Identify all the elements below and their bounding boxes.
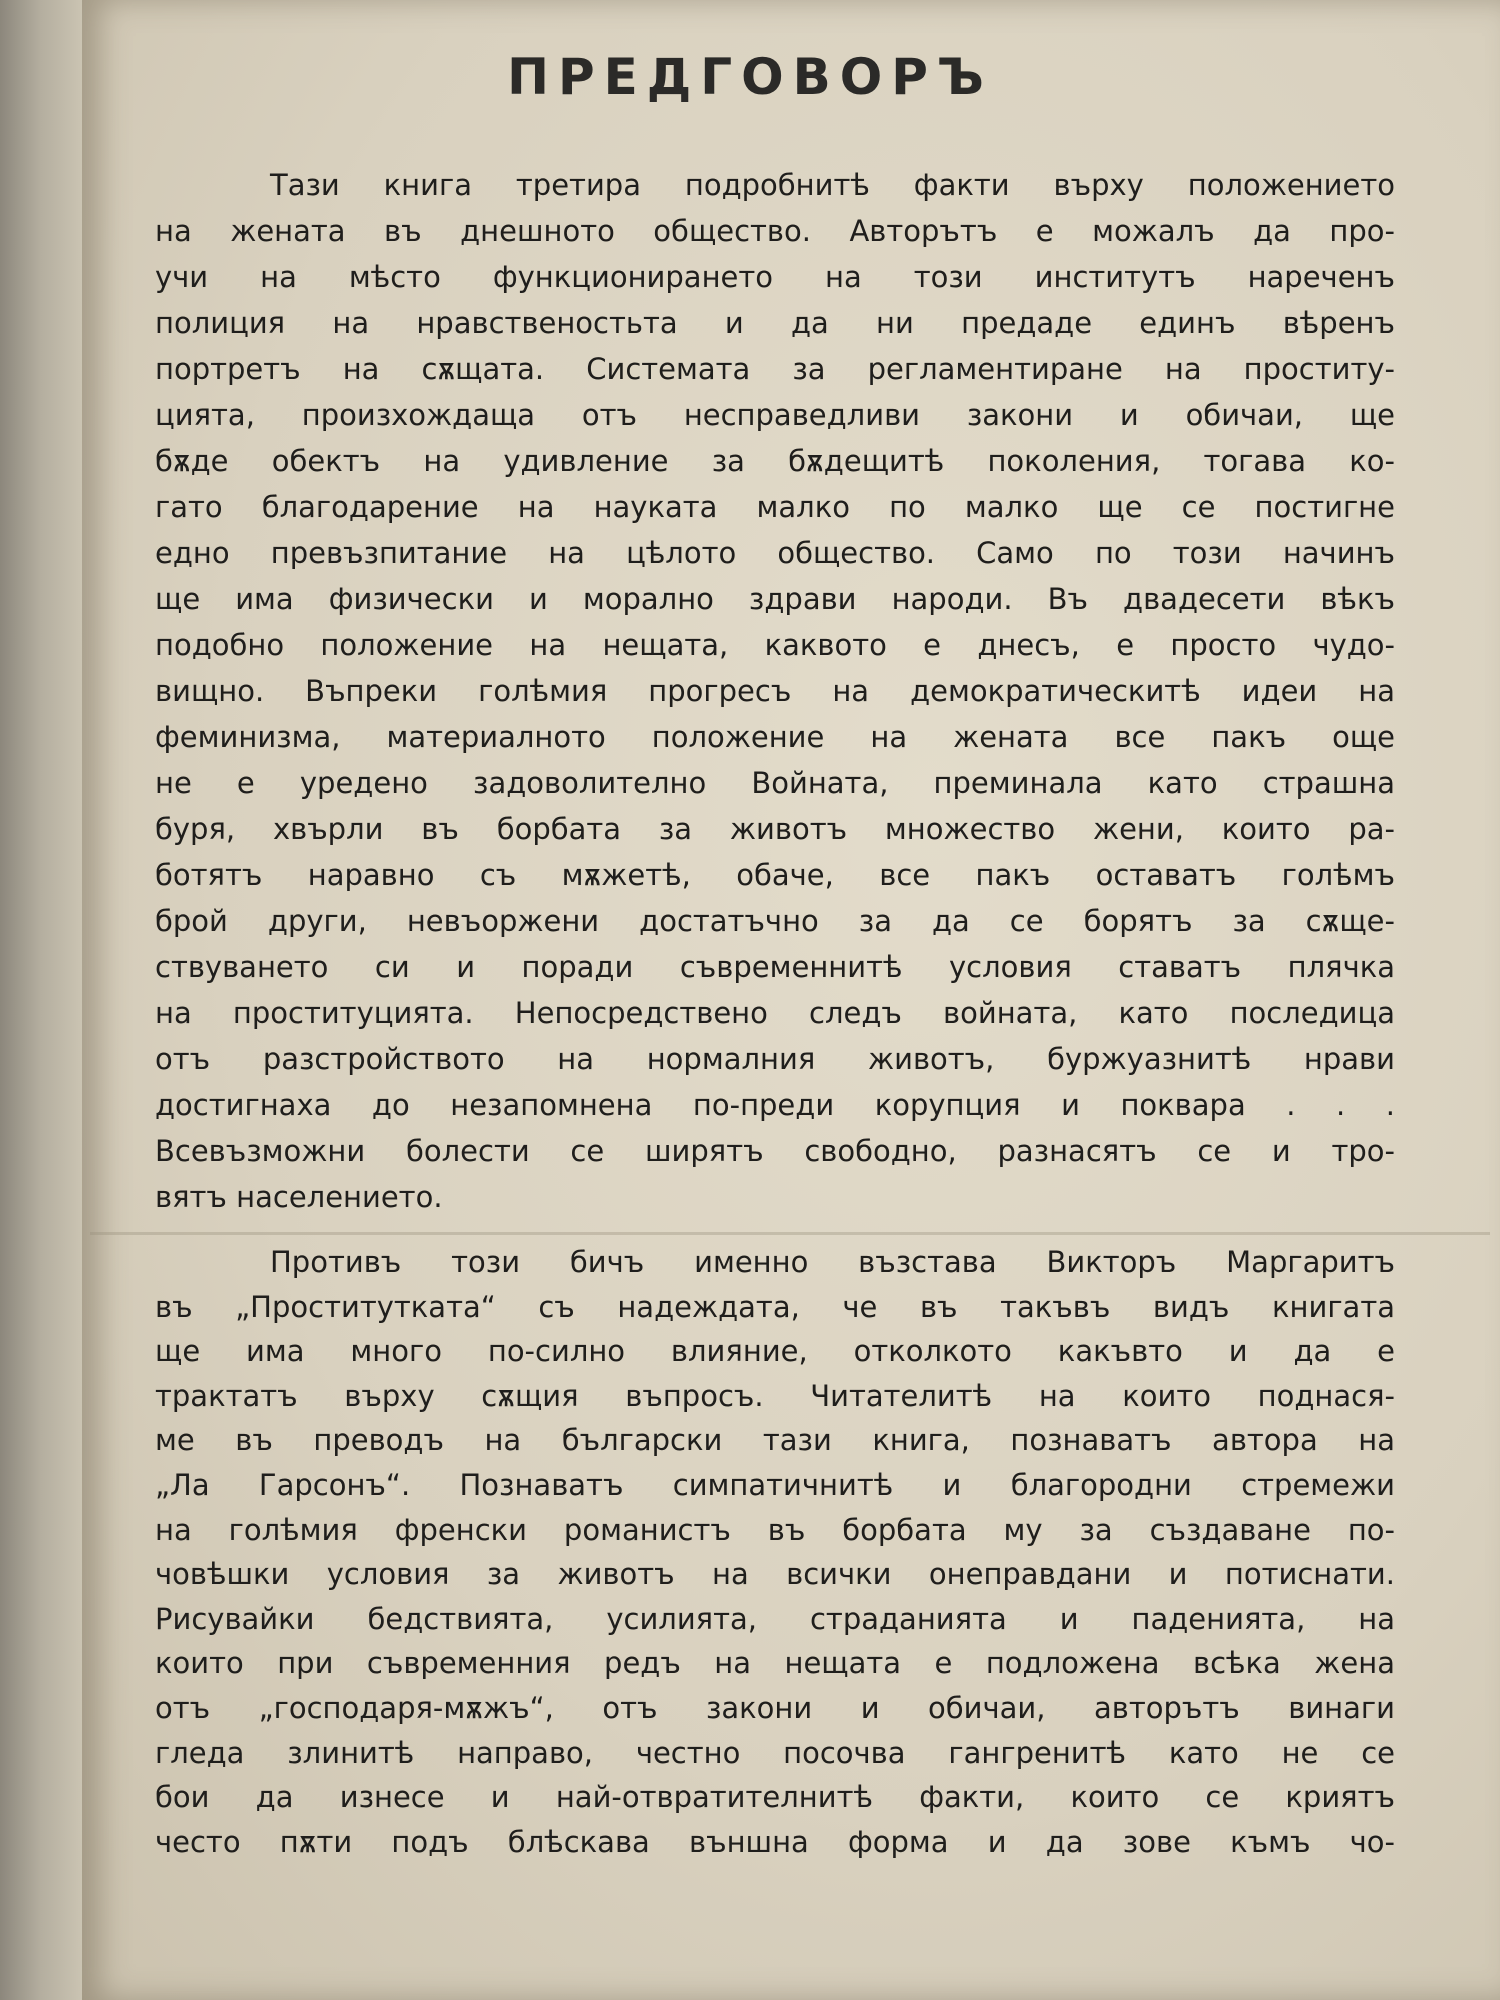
text-line: ботятъ наравно съ мѫжетѣ, обаче, все пакъ оставатъ голѣмъ [155,858,1395,892]
text-line: подобно положение на нещата, каквото е днесъ, е просто чудо- [155,628,1395,662]
text-line: отъ разстройството на нормалния животъ, буржуазнитѣ нрави [155,1042,1395,1076]
text-line: брой други, невъоржени достатъчно за да се борятъ за сѫще- [155,904,1395,938]
text-line: човѣшки условия за животъ на всички онеправдани и потиснати. [155,1557,1395,1592]
text-line: въ „Проститутката“ съ надеждата, че въ такъвъ видъ книгата [155,1289,1395,1324]
text-line: вятъ населението. [155,1180,443,1214]
text-line: на жената въ днешното общество. Авторътъ е можалъ да про- [155,214,1395,248]
text-line: учи на мѣсто функционирането на този институтъ нареченъ [155,260,1395,294]
text-line: едно превъзпитание на цѣлото общество. Само по този начинъ [155,536,1395,570]
text-line: цията, произхождаща отъ несправедливи закони и обичаи, ще [155,398,1395,432]
text-line: Всевъзможни болести се ширятъ свободно, разнасятъ се и тро- [155,1134,1395,1168]
paragraph-2 [155,1240,1395,1864]
text-line: гато благодарение на науката малко по малко ще се постигне [155,490,1395,524]
book-gutter [0,0,90,2000]
text-line: на голѣмия френски романистъ въ борбата му за създаване по- [155,1512,1395,1547]
paper-crease [90,1232,1490,1235]
text-line: ще има много по-силно влияние, отколкото какъвто и да е [155,1334,1395,1369]
text-line: портретъ на сѫщата. Системата за регламентиране на проститу- [155,352,1395,386]
text-line: бѫде обектъ на удивление за бѫдещитѣ поколения, тогава ко- [155,444,1395,478]
text-line: често пѫти подъ блѣскава външна форма и да зове къмъ чо- [155,1824,1395,1859]
text-line: Противъ този бичъ именно възстава Викторъ Маргаритъ [270,1245,1395,1279]
text-line: буря, хвърли въ борбата за животъ множество жени, които ра- [155,812,1395,846]
page-title: ПРЕДГОВОРЪ [507,48,993,106]
text-line: които при съвременния редъ на нещата е подложена всѣка жена [155,1646,1395,1681]
text-line: бои да изнесе и най-отвратителнитѣ факти, които се криятъ [155,1780,1395,1815]
text-line: на проституцията. Непосредствено следъ войната, като последица [155,996,1395,1030]
text-line: не е уредено задоволително Войната, преминала като страшна [155,766,1395,800]
text-line: Тази книга третира подробнитѣ факти върху положението [270,168,1395,202]
text-line: отъ „господаря-мѫжъ“, отъ закони и обичаи, авторътъ винаги [155,1690,1395,1725]
text-line: феминизма, материалното положение на жената все пакъ още [155,720,1395,754]
paragraph-1 [155,162,1395,1220]
text-line: ще има физически и морално здрави народи. Въ двадесети вѣкъ [155,582,1395,616]
text-line: гледа злинитѣ направо, честно посочва гангренитѣ като не се [155,1735,1395,1770]
text-line: ме въ преводъ на български тази книга, познаватъ автора на [155,1423,1395,1458]
text-line: „Ла Гарсонъ“. Познаватъ симпатичнитѣ и благородни стремежи [155,1467,1395,1502]
text-line: вищно. Въпреки голѣмия прогресъ на демократическитѣ идеи на [155,674,1395,708]
text-line: трактатъ върху сѫщия въпросъ. Читателитѣ на които поднася- [155,1378,1395,1413]
text-line: Рисувайки бедствията, усилията, страданията и паденията, на [155,1601,1395,1636]
text-line: полиция на нравственостьта и да ни предаде единъ вѣренъ [155,306,1395,340]
text-line: ствуването си и поради съвременнитѣ условия ставатъ плячка [155,950,1395,984]
text-line: достигнаха до незапомнена по-преди корупция и поквара . . . [155,1088,1395,1122]
